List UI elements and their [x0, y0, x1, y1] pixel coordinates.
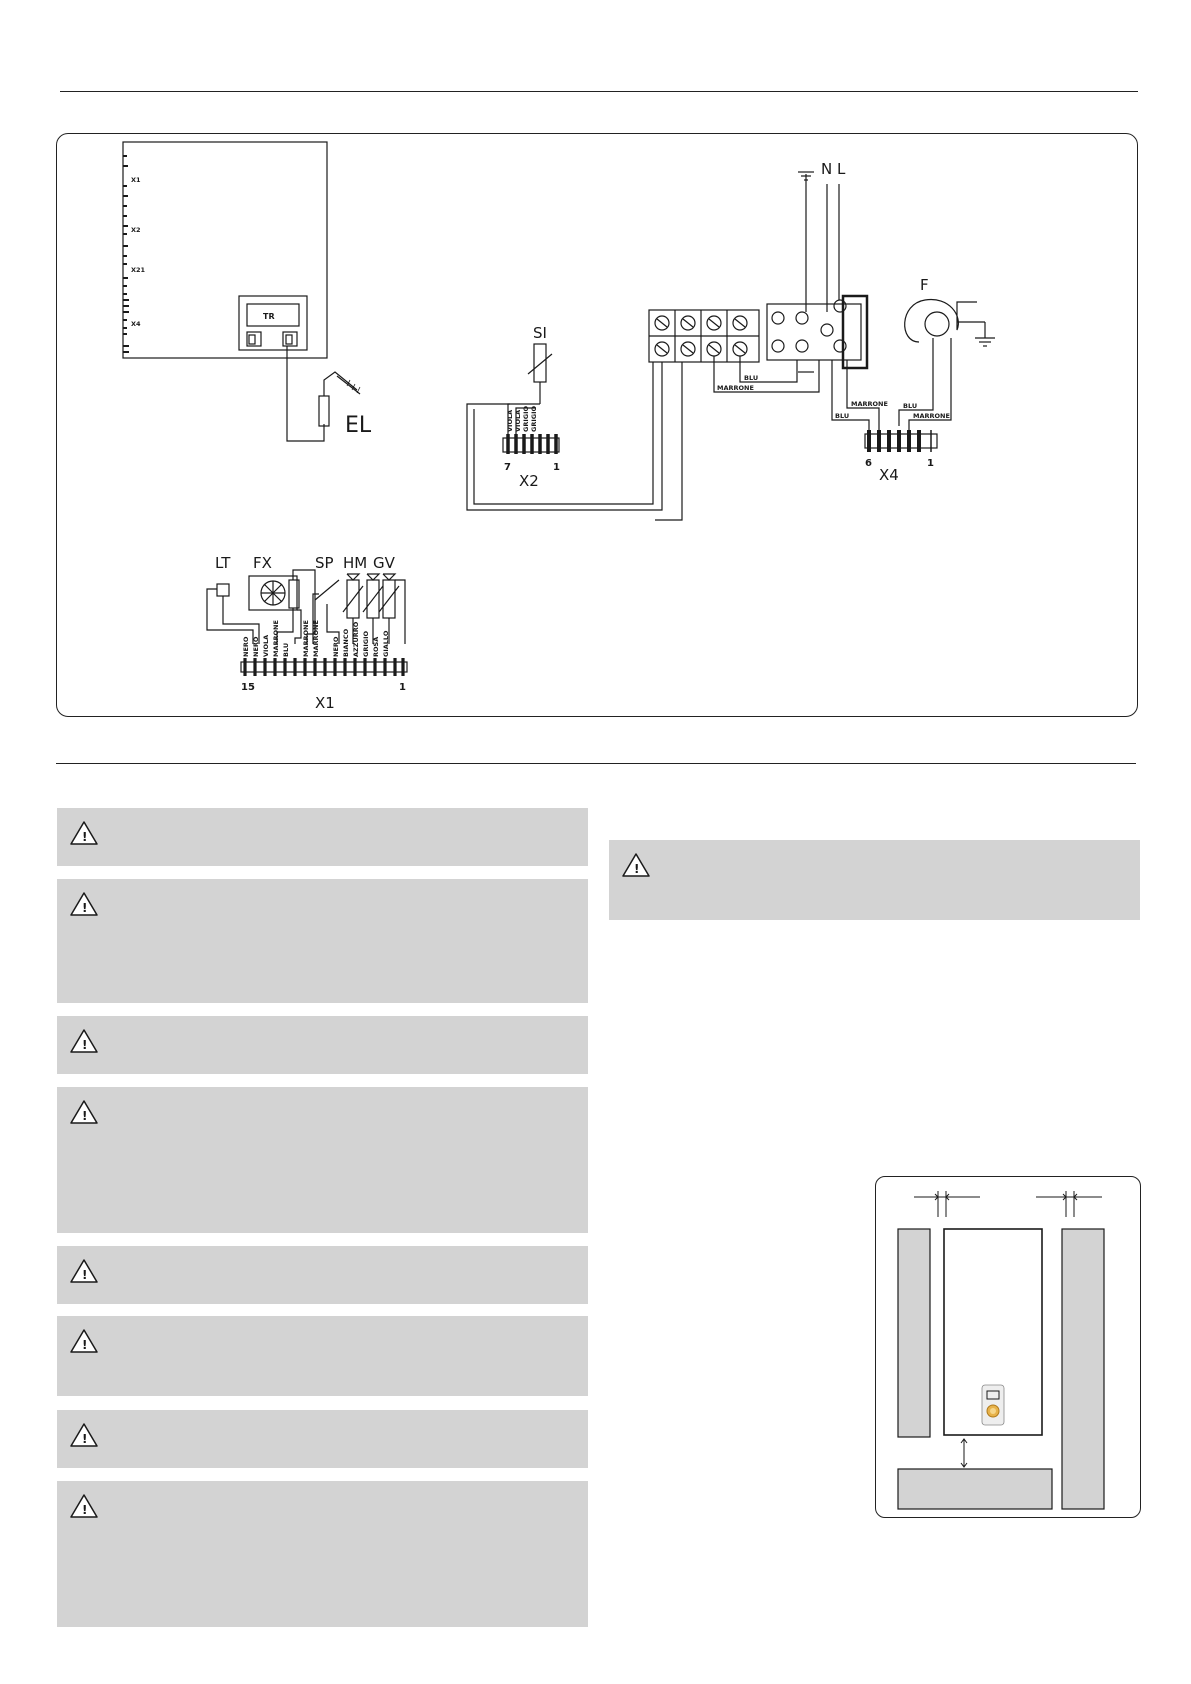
fx-label: FX — [253, 554, 272, 572]
hm-label: HM — [343, 554, 368, 572]
x1-wire-7: MARRONE — [312, 620, 320, 657]
clearance-diagram — [876, 1177, 1142, 1519]
board-label-x1: X1 — [131, 176, 141, 184]
warning-icon — [69, 1028, 99, 1054]
x2-wire-4: GRIGIO — [530, 405, 538, 432]
ignition-sensor — [534, 344, 546, 382]
fan-wire-blu-1: BLU — [835, 412, 850, 420]
bottom-obstacle — [898, 1469, 1052, 1509]
x4-pin-high: 6 — [865, 458, 872, 469]
warning-box — [57, 1410, 588, 1468]
svg-text:!: ! — [82, 1109, 88, 1123]
warning-box — [57, 1481, 588, 1627]
x1-wire-11: GRIGIO — [362, 630, 370, 657]
warning-box — [57, 808, 588, 866]
boiler-control-panel — [982, 1385, 1004, 1425]
x2-wire-2: VIOLA — [514, 409, 522, 432]
wiring-diagram — [57, 134, 1139, 718]
warning-icon — [69, 1258, 99, 1284]
warning-icon — [69, 820, 99, 846]
x1-wire-2: NERO — [252, 636, 260, 657]
warning-box — [57, 1016, 588, 1074]
x2-pin-high: 7 — [504, 462, 511, 473]
transformer-label: TR — [263, 312, 275, 321]
fan-symbol — [905, 299, 995, 346]
x1-wire-8: NERO — [332, 636, 340, 657]
bottom-clearance-arrow — [961, 1439, 967, 1467]
board-label-x21: X21 — [131, 266, 146, 274]
fan-wire-marrone-1: MARRONE — [851, 400, 888, 408]
x4-label: X4 — [879, 466, 899, 484]
x4-pin-low: 1 — [927, 458, 934, 469]
wire-marrone-2 — [847, 360, 879, 438]
x1-label: X1 — [315, 694, 335, 712]
x1-wire-10: AZZURRO — [352, 621, 360, 657]
wire-blu-2 — [832, 360, 869, 438]
gv-label: GV — [373, 554, 395, 572]
x2-pin-low: 1 — [553, 462, 560, 473]
warning-box-right — [609, 840, 1140, 920]
wire-marrone-3 — [909, 338, 951, 438]
x2-wire-3: GRIGIO — [522, 405, 530, 432]
warning-icon — [69, 1328, 99, 1354]
svg-text:!: ! — [82, 1338, 88, 1352]
fan-wire-blu-2: BLU — [903, 402, 918, 410]
board-label-x2: X2 — [131, 226, 141, 234]
warning-box — [57, 1246, 588, 1304]
x1-wire-3: VIOLA — [262, 634, 270, 657]
component-lt — [207, 584, 259, 644]
svg-text:!: ! — [82, 1432, 88, 1446]
fan-label: F — [920, 276, 929, 294]
x1-wire-13: GIALLO — [382, 630, 390, 657]
x1-wire-1: NERO — [242, 636, 250, 657]
warning-icon — [69, 1099, 99, 1125]
svg-text:!: ! — [82, 1503, 88, 1517]
electrode — [319, 396, 329, 426]
warning-box — [57, 1316, 588, 1396]
warning-icon — [621, 852, 651, 878]
x1-pin-high: 15 — [241, 682, 255, 693]
x1-wire-12: ROSA — [372, 636, 380, 657]
x1-wire-4: MARRONE — [272, 620, 280, 657]
x2-wire-1: VIOLA — [506, 409, 514, 432]
fan-wire-marrone-2: MARRONE — [913, 412, 950, 420]
top-rule — [60, 91, 1138, 92]
warning-icon — [69, 891, 99, 917]
ignition-label: SI — [533, 324, 547, 342]
mains-label: N L — [821, 160, 846, 178]
svg-text:!: ! — [82, 830, 88, 844]
x1-pin-low: 1 — [399, 682, 406, 693]
svg-text:!: ! — [82, 901, 88, 915]
electrode-label: EL — [345, 413, 372, 438]
mains-wire-blu: BLU — [744, 374, 759, 382]
board-pins — [123, 156, 129, 352]
svg-text:!: ! — [82, 1038, 88, 1052]
x1-wire-6: MARRONE — [302, 620, 310, 657]
svg-text:!: ! — [634, 862, 640, 876]
right-wall — [1062, 1229, 1104, 1509]
electrode-wire — [287, 346, 324, 441]
x1-wire-labels — [242, 620, 390, 657]
left-wall — [898, 1229, 930, 1437]
warning-icon — [69, 1422, 99, 1448]
clearance-diagram-frame — [875, 1176, 1141, 1518]
warning-box — [57, 1087, 588, 1233]
wiring-diagram-frame — [56, 133, 1138, 717]
x1-wire-5: BLU — [282, 642, 290, 657]
mains-wire-marrone: MARRONE — [717, 384, 754, 392]
board-label-x4: X4 — [131, 320, 141, 328]
warning-box — [57, 879, 588, 1003]
x1-wire-9: BIANCO — [342, 628, 350, 657]
svg-text:!: ! — [82, 1268, 88, 1282]
sp-label: SP — [315, 554, 334, 572]
x2-label: X2 — [519, 472, 539, 490]
warning-icon — [69, 1493, 99, 1519]
middle-rule — [56, 763, 1136, 764]
lt-label: LT — [215, 554, 231, 572]
